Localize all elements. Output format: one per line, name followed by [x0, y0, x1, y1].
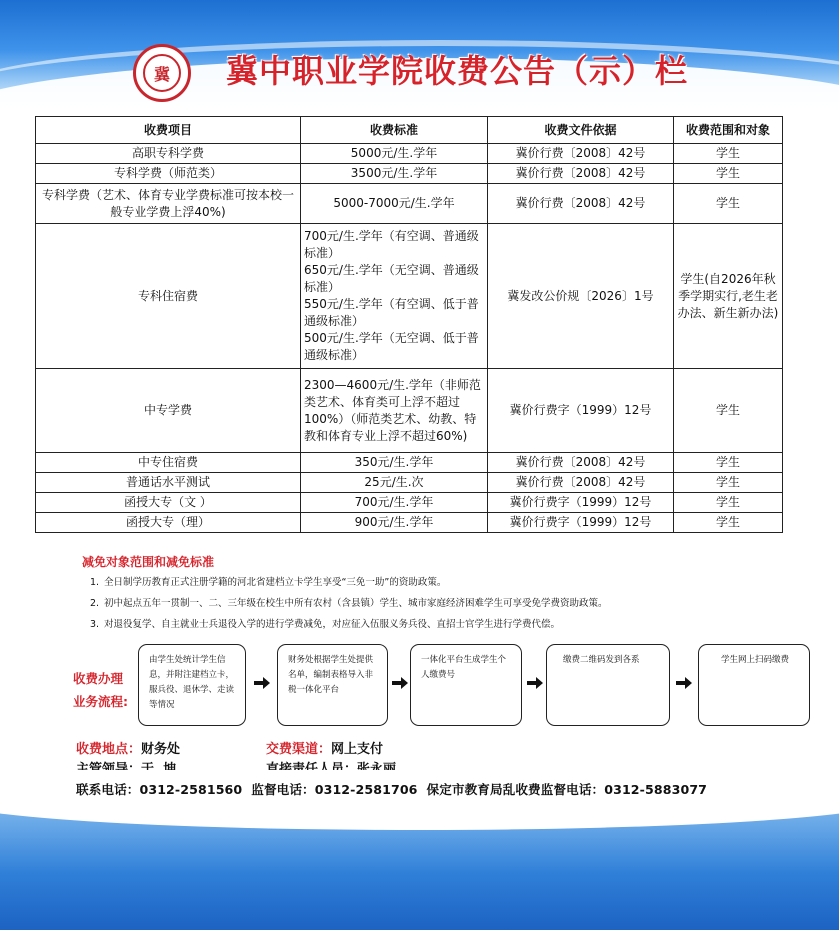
cell-scope: 学生 [674, 453, 783, 473]
cell-item: 中专学费 [36, 369, 301, 453]
cell-basis: 冀价行费字（1999）12号 [488, 513, 674, 533]
flow-label-line2: 业务流程: [73, 694, 128, 709]
col-header-standard: 收费标准 [301, 117, 488, 144]
col-header-basis: 收费文件依据 [488, 117, 674, 144]
table-row [36, 453, 783, 473]
list-number: 1. [90, 577, 100, 588]
list-item [90, 572, 810, 593]
fee-table [35, 116, 783, 533]
table-row [36, 184, 783, 224]
arrow-right-icon [676, 676, 692, 690]
table-row [36, 369, 783, 453]
cell-item: 函授大专（文 ） [36, 493, 301, 513]
cell-standard: 900元/生.学年 [301, 513, 488, 533]
cell-basis: 冀价行费〔2008〕42号 [488, 453, 674, 473]
list-item [90, 614, 810, 635]
cell-standard: 3500元/生.学年 [301, 164, 488, 184]
cell-standard: 700元/生.学年 [301, 493, 488, 513]
cell-basis: 冀价行费〔2008〕42号 [488, 144, 674, 164]
cell-scope: 学生 [674, 184, 783, 224]
flow-step-3: 一体化平台生成学生个人缴费号 [410, 644, 522, 726]
arrow-right-icon [254, 676, 270, 690]
flow-step-2: 财务处根据学生处提供名单，编制表格导入非税一体化平台 [277, 644, 388, 726]
cell-basis: 冀价行费〔2008〕42号 [488, 164, 674, 184]
logo-emblem: 冀 [143, 54, 181, 92]
table-row [36, 473, 783, 493]
table-row [36, 144, 783, 164]
flow-label-line1: 收费办理 [73, 671, 124, 686]
flow-label [73, 667, 128, 713]
cell-item: 专科学费（艺术、体育专业学费标准可按本校一般专业学费上浮40%) [36, 184, 301, 224]
cell-basis: 冀价行费〔2008〕42号 [488, 473, 674, 493]
cell-standard: 25元/生.次 [301, 473, 488, 493]
contact-line: 联系电话：0312-2581560 监督电话：0312-2581706 保定市教育局乱收费监督电话：0312-5883077 [76, 782, 708, 797]
flow-step-4: 缴费二维码发到各系 [546, 644, 670, 726]
arrow-right-icon [392, 676, 408, 690]
cell-standard: 5000元/生.学年 [301, 144, 488, 164]
payment-channel [266, 738, 383, 757]
cell-standard: 350元/生.学年 [301, 453, 488, 473]
cell-scope: 学生 [674, 493, 783, 513]
cell-item: 高职专科学费 [36, 144, 301, 164]
list-number: 2. [90, 598, 100, 609]
page-title: 冀中职业学院收费公告（示）栏 [226, 52, 689, 90]
list-text: 全日制学历教育正式注册学籍的河北省建档立卡学生享受“三免一助”的资助政策。 [104, 577, 447, 588]
cell-scope: 学生 [674, 369, 783, 453]
college-logo [133, 44, 191, 102]
cell-item: 中专住宿费 [36, 453, 301, 473]
table-row [36, 224, 783, 369]
list-number: 3. [90, 619, 100, 630]
cell-basis: 冀价行费字（1999）12号 [488, 493, 674, 513]
list-text: 初中起点五年一贯制一、二、三年级在校生中所有农村（含县镇）学生、城市家庭经济困难学生可享受免学费资助政策。 [104, 598, 608, 609]
list-text: 对退役复学、自主就业士兵退役入学的进行学费减免，对应征入伍服义务兵役、直招士官学生进行学费代偿。 [104, 619, 561, 630]
cell-item: 专科住宿费 [36, 224, 301, 369]
cell-scope: 学生 [674, 513, 783, 533]
flow-step-1: 由学生处统计学生信息，并附注建档立卡，服兵役、退休学、走读等情况 [138, 644, 246, 726]
cell-basis: 冀发改公价规〔2026〕1号 [488, 224, 674, 369]
cell-standard: 5000-7000元/生.学年 [301, 184, 488, 224]
fee-location-label: 收费地点： [76, 742, 142, 757]
cell-standard: 700元/生.学年（有空调、普通级标准） 650元/生.学年（无空调、普通级标准） 550元/生.学年（有空调、低于普通级标准） 500元/生.学年（无空调、低于普通级标准） [301, 224, 488, 369]
table-row [36, 493, 783, 513]
cell-scope: 学生 [674, 164, 783, 184]
table-header-row [36, 117, 783, 144]
payment-channel-label: 交费渠道： [266, 742, 332, 757]
table-row [36, 513, 783, 533]
cell-basis: 冀价行费字（1999）12号 [488, 369, 674, 453]
reduction-title: 减免对象范围和减免标准 [82, 555, 215, 569]
cell-basis: 冀价行费〔2008〕42号 [488, 184, 674, 224]
fee-location [76, 738, 180, 757]
reduction-list [90, 572, 810, 635]
table-row [36, 164, 783, 184]
payment-channel-value: 网上支付 [331, 742, 384, 757]
arrow-right-icon [527, 676, 543, 690]
flow-step-5: 学生网上扫码缴费 [698, 644, 810, 726]
cell-item: 专科学费（师范类） [36, 164, 301, 184]
col-header-item: 收费项目 [36, 117, 301, 144]
fee-location-value: 财务处 [141, 742, 181, 757]
cell-scope: 学生 [674, 473, 783, 493]
list-item [90, 593, 810, 614]
cell-item: 函授大专（理） [36, 513, 301, 533]
cell-scope: 学生(自2026年秋季学期实行,老生老办法、新生新办法) [674, 224, 783, 369]
cell-standard: 2300—4600元/生.学年（非师范类艺术、体育类可上浮不超过100%）（师范类艺术、幼教、特教和体育专业上浮不超过60%) [301, 369, 488, 453]
col-header-scope: 收费范围和对象 [674, 117, 783, 144]
cell-scope: 学生 [674, 144, 783, 164]
cell-item: 普通话水平测试 [36, 473, 301, 493]
